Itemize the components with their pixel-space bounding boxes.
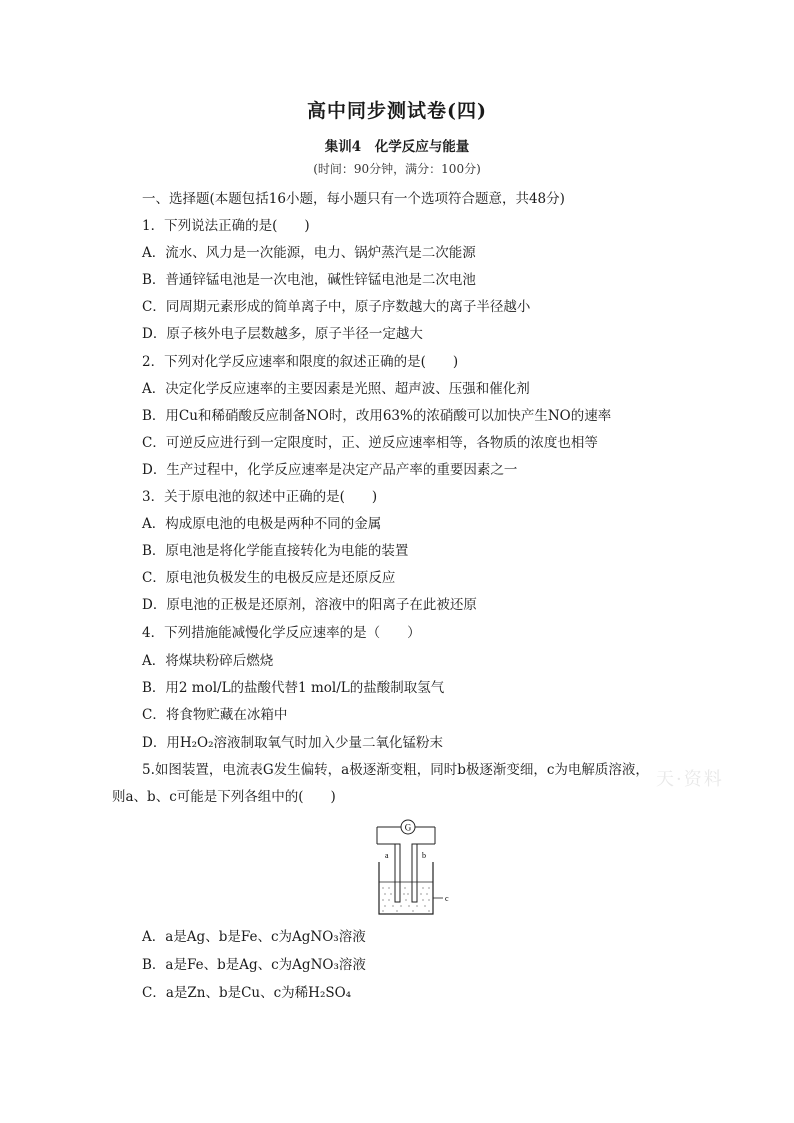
question-1-option-a: A．流水、风力是一次能源，电力、锅炉蒸汽是二次能源 [142, 245, 476, 261]
solution-dots [382, 887, 429, 911]
question-5-stem-line2: 则a、b、c可能是下列各组中的( ) [112, 789, 336, 805]
question-2-option-c: C．可逆反应进行到一定限度时，正、逆反应速率相等，各物质的浓度也相等 [142, 435, 598, 451]
electrode-a-label: a [385, 851, 389, 860]
electrode-b [412, 844, 417, 902]
question-3-option-a: A．构成原电池的电极是两种不同的金属 [142, 516, 382, 532]
page-title: 高中同步测试卷(四) [307, 100, 487, 122]
watermark: 天·资料 [656, 769, 724, 790]
question-5-option-b: B．a是Fe、b是Ag、c为AgNO₃溶液 [142, 957, 366, 973]
question-5-option-c: C．a是Zn、b是Cu、c为稀H₂SO₄ [142, 985, 352, 1001]
question-4-option-a: A．将煤块粉碎后燃烧 [142, 653, 274, 669]
electrode-b-label: b [422, 851, 426, 860]
electrode-a [395, 844, 400, 902]
question-1-option-d: D．原子核外电子层数越多，原子半径一定越大 [142, 326, 423, 342]
question-2-stem: 2．下列对化学反应速率和限度的叙述正确的是( ) [142, 354, 459, 370]
page-subtitle: 集训4 化学反应与能量 [324, 139, 470, 155]
question-1-stem: 1．下列说法正确的是( ) [142, 218, 310, 234]
question-2-option-a: A．决定化学反应速率的主要因素是光照、超声波、压强和催化剂 [142, 381, 530, 397]
question-3-stem: 3．关于原电池的叙述中正确的是( ) [142, 489, 378, 505]
question-5-option-a: A．a是Ag、b是Fe、c为AgNO₃溶液 [142, 929, 366, 945]
question-5-stem-line1: 5.如图装置，电流表G发生偏转，a极逐渐变粗，同时b极逐渐变细，c为电解质溶液， [142, 762, 649, 778]
question-2-option-b: B．用Cu和稀硝酸反应制备NO时，改用63%的浓硝酸可以加快产生NO的速率 [142, 408, 612, 424]
question-4-option-b: B．用2 mol/L的盐酸代替1 mol/L的盐酸制取氢气 [142, 680, 445, 696]
solution-label: c [445, 894, 449, 903]
question-2-option-d: D．生产过程中，化学反应速率是决定产品产率的重要因素之一 [142, 462, 518, 478]
question-3-option-b: B．原电池是将化学能直接转化为电能的装置 [142, 543, 409, 559]
galvanic-cell-diagram [371, 818, 461, 918]
question-3-option-d: D．原电池的正极是还原剂，溶液中的阳离子在此被还原 [142, 597, 477, 613]
question-4-option-c: C．将食物贮藏在冰箱中 [142, 707, 288, 723]
question-4-stem: 4．下列措施能减慢化学反应速率的是（ ） [142, 625, 421, 641]
time-info: (时间：90分钟，满分：100分) [313, 162, 481, 176]
question-3-option-c: C．原电池负极发生的电极反应是还原反应 [142, 570, 396, 586]
question-1-option-b: B．普通锌锰电池是一次电池，碱性锌锰电池是二次电池 [142, 272, 476, 288]
galvanometer-label: G [404, 822, 412, 833]
section-heading: 一、选择题(本题包括16小题，每小题只有一个选项符合题意，共48分) [142, 191, 565, 207]
question-1-option-c: C．同周期元素形成的简单离子中，原子序数越大的离子半径越小 [142, 299, 531, 315]
question-4-option-d: D．用H₂O₂溶液制取氧气时加入少量二氧化锰粉末 [142, 735, 443, 751]
